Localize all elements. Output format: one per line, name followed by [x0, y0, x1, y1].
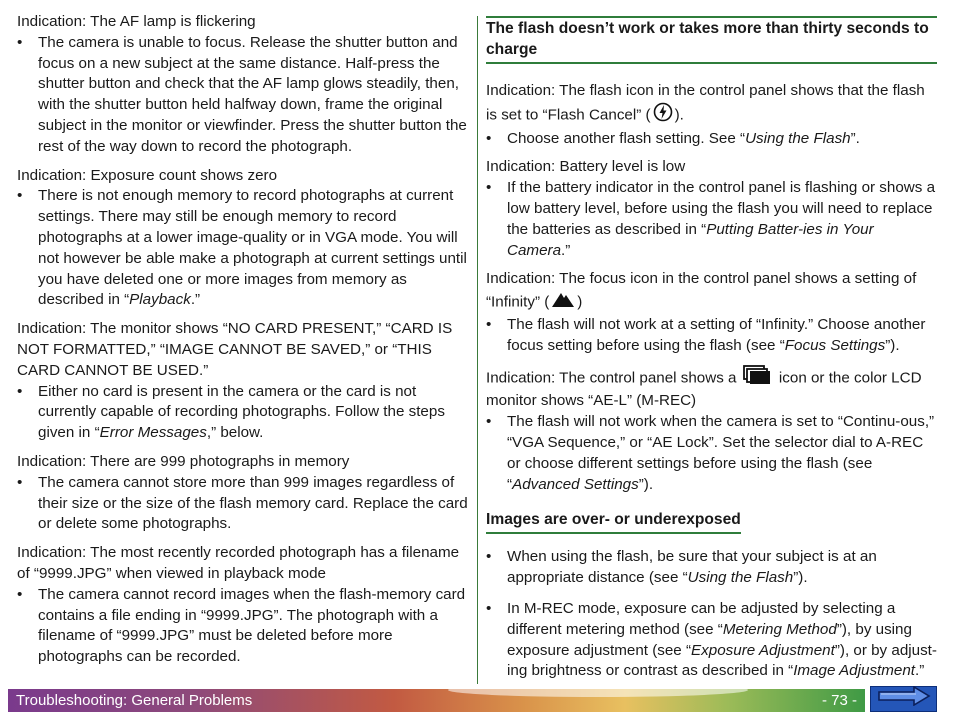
indication-heading: Indication: The most recently recorded photograph has a filename of “9999.JPG” when viewed in playback mode — [17, 544, 460, 582]
playback-link[interactable]: Playback — [129, 291, 191, 309]
bullet-text: .” — [915, 662, 925, 680]
metering-method-link[interactable]: Metering Method — [722, 620, 837, 638]
bullet-list — [486, 315, 937, 357]
indication-text: Indication: The flash icon in the control panel shows that the flash is set to “Flash Cancel” ( — [486, 82, 925, 124]
bullet-text: ”), by using exposure adjustment (see “ — [507, 620, 912, 659]
right-column — [486, 16, 937, 690]
indication-heading — [486, 365, 937, 413]
page-number: - 73 - — [821, 692, 857, 709]
continuous-block — [486, 365, 937, 496]
mountain-infinity-icon — [551, 290, 575, 315]
bullet-list — [17, 33, 471, 158]
bullet-text: The flash will not work at a setting of “Infinity.” Choose another focus setting before using the flash (see “ — [507, 315, 926, 354]
bullet-text: If the battery indicator in the control panel is flashing or shows a low battery level, before using the flash you will need to replace the batteries as described in “ — [507, 179, 936, 238]
bullet-list — [17, 186, 471, 311]
section-heading-exposure: Images are over- or underexposed — [486, 509, 741, 534]
bullet-item — [17, 186, 471, 311]
bullet-item: • The camera cannot record images when the flash-memory card contains a file ending in “9999.JPG”. The photograph with a filename of “9999.JPG” must be deleted before more photographs can be recorded. — [17, 585, 471, 668]
bullet-text: ”). — [638, 475, 654, 493]
monitor-message-block — [17, 319, 471, 444]
indication-heading: Indication: Exposure count shows zero — [17, 166, 278, 184]
bullet-text: When using the flash, be sure that your subject is at an appropriate distance (see “ — [507, 548, 877, 587]
bullet-text: Choose another flash setting. See “ — [507, 129, 746, 147]
using-the-flash-link[interactable]: Using the Flash — [745, 129, 851, 147]
bullet-item — [486, 547, 937, 589]
bullet-text: ”). — [885, 336, 900, 354]
bullet-list — [17, 585, 471, 668]
infinity-block — [486, 269, 937, 356]
bullet-list — [17, 382, 471, 444]
indication-text: Indication: The focus icon in the control panel shows a setting of “Infinity” ( — [486, 270, 917, 311]
next-page-button[interactable] — [870, 686, 937, 712]
bullet-text: ”. — [850, 129, 860, 147]
column-divider — [477, 16, 478, 684]
indication-heading — [486, 269, 937, 315]
footer-bar — [8, 689, 865, 712]
next-page-arrow-icon — [876, 686, 932, 713]
indication-heading — [486, 81, 937, 129]
photos-999-block — [17, 452, 471, 535]
bullet-item — [486, 129, 937, 150]
bullet-text: In M-REC mode, exposure can be adjusted by selecting a different metering method (see “ — [507, 599, 896, 638]
indication-heading: Indication: The AF lamp is flickering — [17, 13, 256, 30]
bullet-item — [17, 382, 471, 444]
bullet-list — [486, 129, 937, 150]
bullet-list — [17, 473, 471, 535]
bullet-item: • The camera cannot store more than 999 images regardless of their size or the size of the flash memory card. Replace the card or delete some photographs. — [17, 473, 471, 535]
indication-heading: Indication: Battery level is low — [486, 158, 686, 176]
filename-9999-block — [17, 543, 471, 668]
section-heading-flash: The flash doesn’t work or takes more than thirty seconds to charge — [486, 16, 937, 64]
bullet-text: The flash will not work when the camera is set to “Continu-ous,” “VGA Sequence,” or “AE Lock”. Set the selector dial to A-REC or choose different settings before using the flash (see “ — [507, 413, 935, 493]
section-title: Troubleshooting: General Problems — [16, 692, 253, 709]
flash-cancel-icon — [653, 102, 673, 129]
bullet-list — [486, 599, 937, 682]
advanced-settings-link[interactable]: Advanced Settings — [512, 475, 639, 493]
bullet-item — [486, 599, 937, 682]
bullet-text: Either no card is present in the camera or the card is not currently capable of recording photographs. Follow the steps given in “ — [38, 382, 445, 442]
bullet-item — [486, 178, 937, 261]
battery-block — [486, 157, 937, 261]
indication-heading: Indication: There are 999 photographs in memory — [17, 452, 350, 470]
flash-cancel-block — [486, 81, 937, 149]
bullet-text: ”), or by adjust-ing brightness or contrast as described in “ — [507, 641, 937, 680]
putting-batteries-link[interactable]: Putting Batter-ies in Your Camera — [507, 220, 874, 259]
bullet-text: .” — [190, 291, 201, 309]
indication-text: ). — [674, 106, 684, 124]
af-lamp-block — [17, 12, 471, 158]
footer-decoration — [448, 683, 748, 697]
error-messages-link[interactable]: Error Messages — [99, 424, 207, 442]
bullet-text: There is not enough memory to record photographs at current settings. There may still be enough memory to record photographs at a lower image-quality or in VGA mode. You will not however be able make a photograph at current settings until you have deleted one or more images from memory as described in “ — [38, 187, 467, 309]
bullet-text: ,” below. — [206, 424, 264, 442]
bullet-item — [486, 315, 937, 357]
using-the-flash-link[interactable]: Using the Flash — [687, 569, 794, 587]
bullet-text: .” — [561, 241, 571, 259]
bullet-list — [486, 412, 937, 495]
indication-heading: Indication: The monitor shows “NO CARD PRESENT,” “CARD IS NOT FORMATTED,” “IMAGE CANNOT BE SAVED,” or “THIS CARD CANNOT BE USED.” — [17, 320, 453, 379]
left-column — [17, 12, 471, 676]
indication-text: icon or the color LCD monitor shows “AE-L” (M-REC) — [486, 368, 922, 410]
continuous-frames-icon — [743, 365, 773, 392]
exposure-count-block — [17, 166, 471, 312]
indication-text: ) — [577, 293, 583, 311]
bullet-list — [486, 547, 937, 589]
bullet-list — [486, 178, 937, 261]
indication-text: Indication: The control panel shows a — [486, 368, 741, 386]
image-adjustment-link[interactable]: Image Adjustment — [793, 662, 916, 680]
focus-settings-link[interactable]: Focus Settings — [784, 336, 886, 354]
bullet-item — [486, 412, 937, 495]
bullet-text: ”). — [793, 569, 808, 587]
bullet-item: • The camera is unable to focus. Release the shutter button and focus on a new subject at the same distance. Half-press the shutter button and check that the AF lamp glows steadily, then, with the shutter button held halfway down, frame the original subject in the monitor or viewfinder. Press the shutter button the rest of the way down to record the photograph. — [17, 33, 471, 158]
exposure-adjustment-link[interactable]: Exposure Adjustment — [691, 641, 835, 659]
